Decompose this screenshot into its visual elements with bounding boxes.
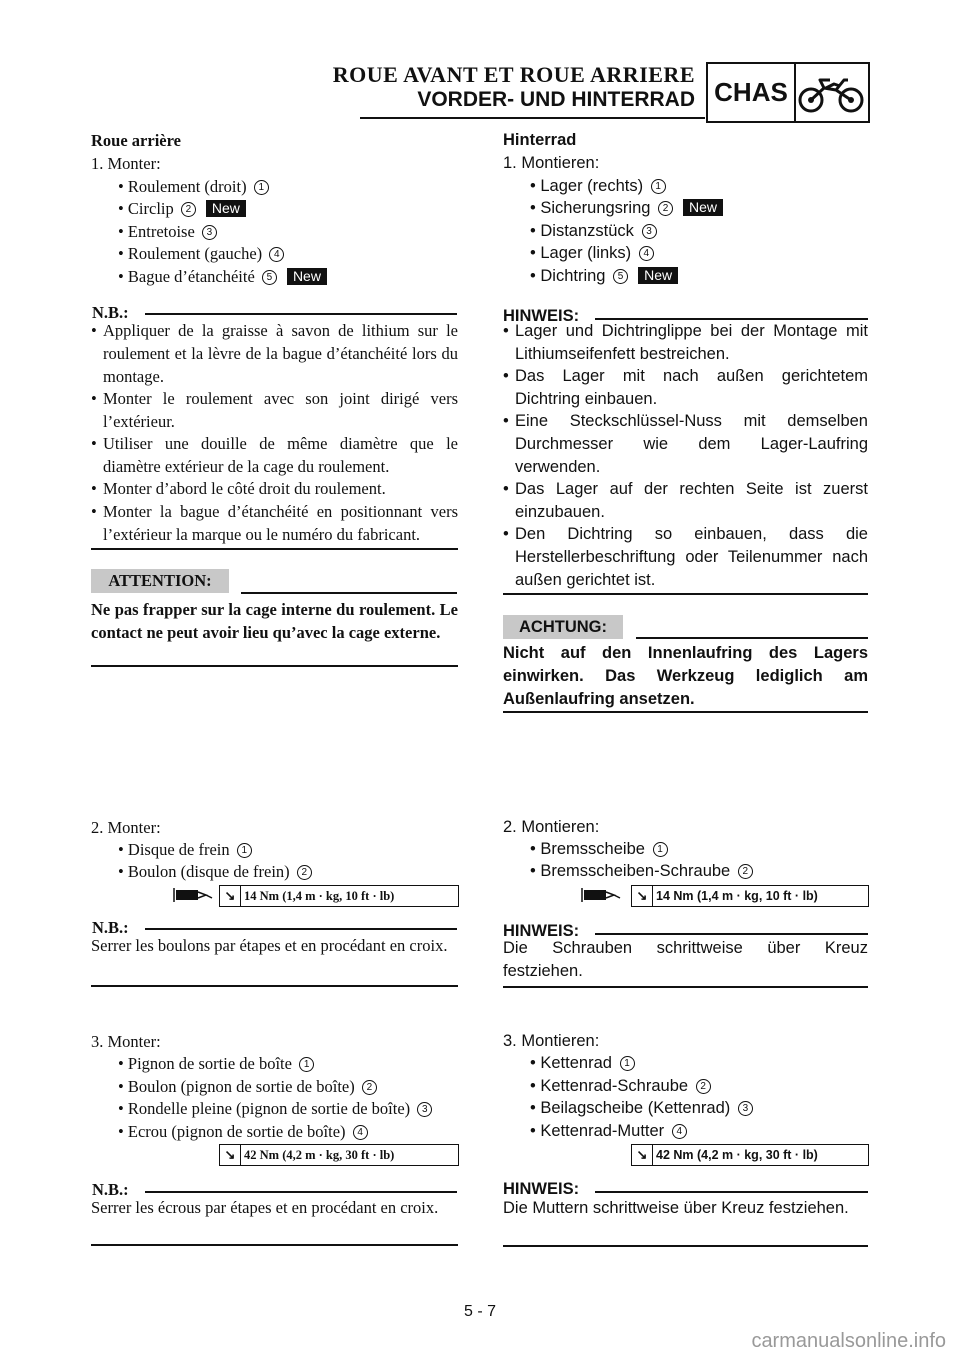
list-item: • Bremsscheibe 1 bbox=[530, 840, 668, 859]
torque-wrench-icon: ↘ bbox=[220, 886, 241, 906]
motorcycle-icon bbox=[796, 68, 866, 118]
attention-rule bbox=[241, 592, 457, 594]
list-item: • Kettenrad 1 bbox=[530, 1054, 635, 1073]
step-label: 3. Monter: bbox=[91, 1032, 161, 1051]
attention-text: Nicht auf den Innenlaufring des Lagers einwirken. Das Werkzeug lediglich am Außenlaufring ansetzen. bbox=[503, 644, 868, 708]
note-bullet: • Eine Steckschlüssel-Nuss mit demselben Durchmesser wie dem Lager-Laufring verwenden. bbox=[503, 412, 868, 476]
list-item: • Beilagscheibe (Kettenrad) 3 bbox=[530, 1099, 753, 1118]
list-item: • Boulon (disque de frein) 2 bbox=[118, 862, 312, 882]
note-text: Die Schrauben schrittweise über Kreuz festziehen. bbox=[503, 939, 868, 980]
note-heading: N.B.: bbox=[92, 303, 129, 322]
torque-wrench-icon: ↘ bbox=[220, 1145, 241, 1165]
new-badge: New bbox=[683, 199, 723, 216]
new-badge: New bbox=[287, 268, 327, 285]
list-item: • Bague d’étanchéité 5 New bbox=[118, 267, 327, 287]
torque-spec: ↘ 42 Nm (4,2 m · kg, 30 ft · lb) bbox=[631, 1144, 869, 1166]
note-heading: HINWEIS: bbox=[503, 922, 580, 940]
attention-rule-end bbox=[503, 711, 868, 713]
step-label: 2. Monter: bbox=[91, 818, 161, 837]
note-rule-end bbox=[503, 986, 868, 988]
list-item: • Circlip 2 New bbox=[118, 199, 246, 219]
attention-rule-end bbox=[91, 665, 458, 667]
list-item: • Lager (links) 4 bbox=[530, 244, 654, 263]
step-label: 2. Montieren: bbox=[503, 818, 600, 836]
torque-wrench-icon: ↘ bbox=[632, 1145, 653, 1165]
note-bullet: • Lager und Dichtringlippe bei der Montage mit Lithiumseifenfett bestreichen. bbox=[503, 322, 868, 363]
note-bullet: • Utiliser une douille de même diamètre que le diamètre extérieur de la cage du roulement. bbox=[91, 434, 458, 476]
note-rule-end bbox=[503, 593, 868, 595]
list-item: • Roulement (droit) 1 bbox=[118, 177, 269, 197]
note-rule bbox=[145, 928, 457, 930]
step-label: 3. Montieren: bbox=[503, 1032, 600, 1050]
list-item: • Kettenrad-Mutter 4 bbox=[530, 1122, 687, 1141]
torque-spec: ↘ 14 Nm (1,4 m · kg, 10 ft · lb) bbox=[631, 885, 869, 907]
note-rule bbox=[595, 933, 868, 935]
note-rule-end bbox=[503, 1245, 868, 1247]
note-heading: N.B.: bbox=[92, 1180, 129, 1199]
note-bullet: • Das Lager mit nach außen gerichtetem Dichtring einbauen. bbox=[503, 367, 868, 408]
page-number: 5 - 7 bbox=[463, 1303, 496, 1320]
note-bullet: • Monter la bague d’étanchéité en positionnant vers l’extérieur la marque ou le numéro du fabricant. bbox=[91, 502, 458, 544]
step-label: 1. Montieren: bbox=[503, 154, 600, 172]
note-rule-end bbox=[91, 548, 458, 550]
note-text: Serrer les boulons par étapes et en procédant en croix. bbox=[91, 936, 448, 955]
note-bullet: • Den Dichtring so einbauen, dass die Herstellerbeschriftung oder Teilenummer nach außen gerichtet ist. bbox=[503, 525, 868, 589]
note-bullet: • Das Lager auf der rechten Seite ist zuerst einzubauen. bbox=[503, 480, 868, 521]
note-text: Die Muttern schrittweise über Kreuz festziehen. bbox=[503, 1199, 849, 1217]
list-item: • Disque de frein 1 bbox=[118, 840, 252, 860]
note-rule bbox=[145, 1191, 457, 1193]
list-item: • Rondelle pleine (pignon de sortie de boîte) 3 bbox=[118, 1099, 432, 1119]
list-item: • Bremsscheiben-Schraube 2 bbox=[530, 862, 753, 881]
list-item: • Boulon (pignon de sortie de boîte) 2 bbox=[118, 1077, 377, 1097]
list-item: • Distanzstück 3 bbox=[530, 222, 657, 241]
section-heading: Roue arrière bbox=[91, 131, 181, 150]
watermark: carmanualsonline.info bbox=[751, 1330, 946, 1352]
note-rule bbox=[595, 1191, 868, 1193]
new-badge: New bbox=[638, 267, 678, 284]
step-label: 1. Monter: bbox=[91, 154, 161, 173]
attention-heading: ACHTUNG: bbox=[503, 615, 623, 639]
attention-heading: ATTENTION: bbox=[91, 569, 229, 593]
attention-text: Ne pas frapper sur la cage interne du roulement. Le contact ne peut avoir lieu qu’avec la cage externe. bbox=[91, 600, 458, 642]
attention-rule bbox=[636, 637, 868, 639]
list-item: • Roulement (gauche) 4 bbox=[118, 244, 284, 264]
torque-spec: ↘ 42 Nm (4,2 m · kg, 30 ft · lb) bbox=[219, 1144, 459, 1166]
torque-wrench-icon: ↘ bbox=[632, 886, 653, 906]
header-rule bbox=[360, 117, 705, 119]
note-bullet: • Monter le roulement avec son joint dirigé vers l’extérieur. bbox=[91, 389, 458, 431]
list-item: • Ecrou (pignon de sortie de boîte) 4 bbox=[118, 1122, 368, 1142]
note-heading: HINWEIS: bbox=[503, 307, 580, 325]
note-heading: HINWEIS: bbox=[503, 1180, 580, 1198]
header-title-de: VORDER- UND HINTERRAD bbox=[417, 88, 695, 111]
threadlock-icon bbox=[580, 886, 622, 904]
torque-spec: ↘ 14 Nm (1,4 m · kg, 10 ft · lb) bbox=[219, 885, 459, 907]
note-bullet: • Appliquer de la graisse à savon de lithium sur le roulement et la lèvre de la bague d’étanchéité lors du montage. bbox=[91, 321, 458, 386]
section-badge bbox=[706, 62, 870, 123]
section-label: CHAS bbox=[708, 64, 796, 121]
list-item: • Sicherungsring 2 New bbox=[530, 199, 723, 218]
header-title-fr: ROUE AVANT ET ROUE ARRIERE bbox=[332, 62, 695, 87]
list-item: • Entretoise 3 bbox=[118, 222, 217, 242]
list-item: • Lager (rechts) 1 bbox=[530, 177, 666, 196]
note-rule-end bbox=[91, 985, 458, 987]
section-heading: Hinterrad bbox=[503, 131, 577, 149]
note-rule-end bbox=[91, 1244, 458, 1246]
note-bullet: • Monter d’abord le côté droit du roulement. bbox=[91, 479, 386, 498]
threadlock-icon bbox=[172, 886, 214, 904]
list-item: • Pignon de sortie de boîte 1 bbox=[118, 1054, 314, 1074]
list-item: • Dichtring 5 New bbox=[530, 267, 678, 286]
note-rule bbox=[145, 313, 457, 315]
new-badge: New bbox=[206, 200, 246, 217]
note-text: Serrer les écrous par étapes et en procédant en croix. bbox=[91, 1198, 439, 1217]
note-heading: N.B.: bbox=[92, 918, 129, 937]
list-item: • Kettenrad-Schraube 2 bbox=[530, 1077, 711, 1096]
